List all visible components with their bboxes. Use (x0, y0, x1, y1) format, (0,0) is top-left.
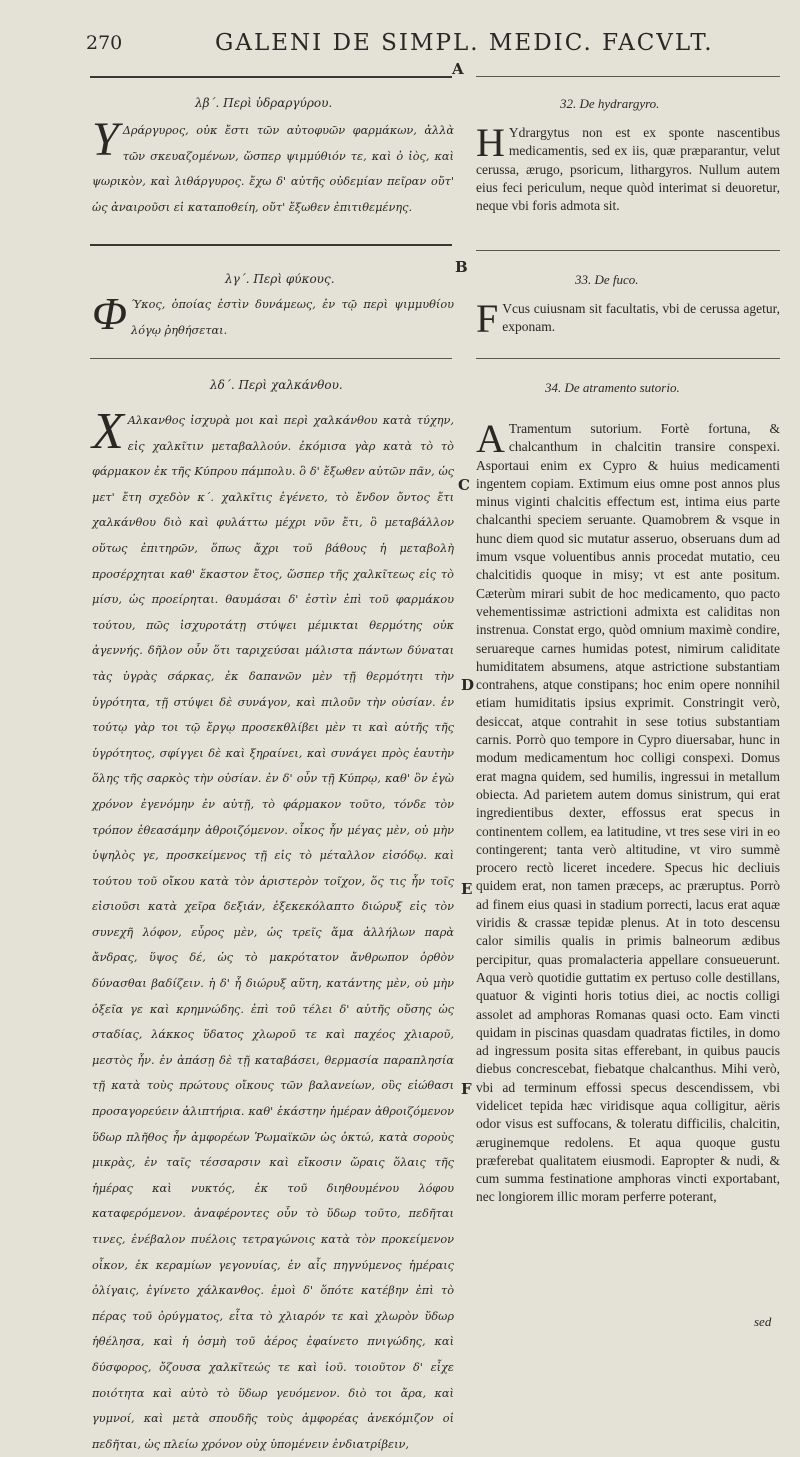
running-title: GALENI DE SIMPL. MEDIC. FACVLT. (215, 30, 714, 56)
latin-heading-34: 34. De atramento sutorio. (545, 380, 680, 395)
margin-letter-f: F (461, 1080, 472, 1098)
margin-letter-c: C (458, 476, 470, 494)
section-rule-left-2 (90, 358, 452, 359)
latin-section-32 (476, 120, 780, 238)
latin-heading-33: 33. De fuco. (575, 272, 639, 287)
greek-section-34 (92, 403, 454, 1451)
greek-heading-33: λγ΄. Περὶ φύκους. (225, 272, 335, 286)
latin-section-33 (476, 296, 780, 344)
section-rule-right (476, 250, 780, 251)
greek-heading-34: λδ΄. Περὶ χαλκάνθου. (210, 378, 343, 392)
greek-section-33 (92, 288, 454, 352)
latin-text-32: Ydrargytus non est ex sponte nascentibus medicamentis, sed ex iis, quæ præparantur, velut cerussa, ærugo, psoricum, lithargyros. Nullum autem eius feci periculum, neque quòd interimat si deuoretur, neque vbi foris admota sit. (476, 125, 780, 214)
greek-text-34: Αλκανθος ἰσχυρὰ μοι καὶ περὶ χαλκάνθου κατὰ τύχην, εἰς χαλκῖτιν μεταβαλλούν. ἐκόμισα γὰρ κατὰ τὸ τὸ φάρμακον ἐκ τῆς Κύπρου πάμπολυ. ὃ δ' ἔξωθεν αὐτῶν πᾶν, ὡς μετ' ἔτη σχεδὸν κ΄. χαλκῖτις ἐγένετο, τὸ ἔνδον ὄντος ἔτι χαλκάνθου διὸ καὶ φυλάττω μέχρι νῦν ἔτι, ὃ μεταβάλλον οὕτως ἐπιτηρῶν, ὅπως ἄχρι τοῦ βάθους ἡ μεταβολὴ προσέρχηται καθ' ἕκαστον ἔτος, ὥσπερ τῆς χαλκῖτεως εἰς τὸ μίσυ, ὡς προείρηται. θαυμάσαι δ' ἐστὶν ἐπὶ τοῦ φαρμάκου τούτου, πῶς ἰσχυροτάτῃ στύψει μέμικται θερμότης οὐκ ἀγεννής. δῆλον οὖν ὅτι ταριχεύσαι μάλιστα πάντων δύναται τὰς ὑγρὰς σάρκας, ἐκ δαπανῶν μὲν τῇ θερμότητι τὴν ὑγρότητα, τῇ στύψει δὲ συνάγον, καὶ πιλοῦν τὴν οὐσίαν. ἐν τούτῳ γὰρ τοι τῷ ἔργῳ προσεκθλίβει μὲν τι καὶ αὐτῆς τῆς ὑγρότητος, σφίγγει δὲ καὶ ξηραίνει, καὶ συνάγει πρὸς ἑαυτὴν ὅλης τῆς σαρκὸς τὴν οὐσίαν. ἐν δ' οὖν τῇ Κύπρῳ, καθ' ὃν ἐγὼ χρόνον ἐγενόμην ἐν αὐτῇ, τὸ φάρμακον τοῦτο, τόνδε τὸν τρόπον ἐθεασάμην ἀθροιζόμενον. οἶκος ἦν μέγας μὲν, οὐ μὴν ὑψηλὸς γε, προσκείμενος τῇ εἰς τὸ μέταλλον εἰσόδῳ. καὶ τούτου τοῦ οἴκου κατὰ τὸν ἀριστερὸν τοῖχον, ὅς τις ἦν τοῖς εἰσιοῦσι κατὰ χεῖρα δεξιάν, ἐξεκεκόλαπτο διώρυξ εἰς τὸν συνεχῆ λόφον, εὖρος μὲν, ὡς τρεῖς ἅμα ἀλλήλων παρὰ ἄνδρας, ὕψος δέ, ὡς τὸ μακρότατον ἄνθρωπον ὀρθὸν δύνασθαι βαδίζειν. ἡ δ' ἦ διώρυξ αὕτη, κατάντης μὲν, οὐ μὴν ὀξεῖα γε καὶ κρημνώδης. ἐπὶ τοῦ τέλει δ' αὐτῆς οὔσης ὡς σταδίας, λάκκος ὕδατος χλωροῦ τε καὶ παχέος χλιαροῦ, μεστὸς ἦν. ἐν ἁπάσῃ δὲ τῇ καταβάσει, θερμασία παραπλησία τῇ κατὰ τοὺς πρώτους οἴκους τῶν βαλανείων, οὓς εἰώθασι προσαγορεύειν ἀλιπτήρια. καθ' ἑκάστην ἡμέραν ἀθροιζόμενον ὕδωρ πλῆθος ἦν ἀμφορέων Ῥωμαϊκῶν ὡς ὀκτώ, κατὰ σοροὺς μικρὰς, ἐν ταῖς τέσσαρσιν καὶ εἴκοσιν ὥραις ὅλαις τῆς ἡμέρας καὶ νυκτός, ἐκ τοῦ διηθουμένου λόφου καταφερόμενον. ἀναφέροντες οὖν τὸ ὕδωρ τοῦτο, πεδῆται τινες, ἐνέβαλον πυέλοις τετραγώνοις κατὰ τὸν προκείμενον οἶκον, ἐκ κεραμίων γεγονυίας, ἐν αἷς πηγνύμενος ἡμέραις ὀλίγαις, ἐγίνετο χάλκανθος. ἐμοὶ δ' ὅπότε κατέβην ἐπὶ τὸ πέρας τοῦ ὀρύγματος, εἶτα τὸ χλιαρόν τε καὶ χλωρὸν ὕδωρ ἠθέλησα, καὶ ἡ ὀσμὴ τοῦ ἀέρος ἐφαίνετο πνιγώδης, καὶ δύσφορος, ὄζουσα χαλκῖτεώς τε καὶ ἰοῦ. τοιοῦτον δ' εἶχε ποιότητα καὶ αὐτὸ τὸ ὕδωρ γευόμενον. διὸ τοι ἄρα, καὶ γυμνοί, καὶ μετὰ σπουδῆς τοὺς ἀμφορέας ἀνεκόμιζον οἱ πεδῆται, ὡς πλείω χρόνον οὐχ ὑπομένειν ἐνδιατρίβειν, (92, 414, 454, 1451)
header-rule-left (90, 76, 452, 78)
greek-text-33: Ύκος, ὁποίας ἐστὶν δυνάμεως, ἐν τῷ περὶ ψιμμυθίου λόγῳ ῥηθήσεται. (131, 298, 454, 337)
latin-text-34: Tramentum sutorium. Fortè fortuna, & chalcanthum in chalcitin transire conspexi. Asportaui enim ex Cypro & huius medicamenti ingentem copiam. Extimum eius omne post annos plus minus viginti chalcitis effectum est, intima eius parte chalcanthi speciem seruante. Quamobrem & vsque in hunc diem quod sic mutatur asseruo, obseruans dum ad imum vsque voluentibus annis procedat mutatio, ceu chalcitidis quoque in misy; vt est ante positum. Cæterùm mirari subit de hoc medicamento, quo pacto vehementissimæ astrictioni admixta est caliditas non instrenua. Constat ergo, quòd omnium maximè condire, seruareque carnes humidas potest, nimirum caliditate humiditatem absumens, atque astrictione substantiam contrahens, atque constipans; hoc enim opere nonnihil etiam humiditatis ipsius exprimit. Constringit verò, desiccat, atque contrahit in sese totius substantiam carnis. Porrò quo tempore in Cypro diuersabar, hunc in modum medicamentum hoc colligi conspexi. Domus erat magna quidem, sed humilis, ingressui in metallum obiecta. Ad parietem autem domus sinistrum, qui erat ingredientibus dexter, effossus erat specus in continentem collem, ea latitudine, vt tres sese viri in eo contingerent; tanta verò altitudine, vt viro summè procero rectò liceret incedere. Specus hic decliuis quidem erat, non tamen præceps, ac præruptus. Porrò ad finem eius quasi in stadium porrecti, lacus erat aquæ viridis & crassæ tepidæ plenus. At in toto descensu calor similis qualis in primis balneorum ædibus percipitur, quas promalacteria appellare consueuerunt. Aqua verò quotidie guttatim ex pertuso colle destillans, quatuor & viginti horis totius diei, ac noctis colligi assolet ad amphoras Romanas quasi octo. Eam vincti quidam in piscinas quasdam quadratas fictiles, in domo ad ingressum posita sitas efferebant, in quibus paucis diebus concrescebat, fiebatque chalcanthus. Mihi verò, vbi ad terminum effossi specus descendissem, vbi videlicet tepida hæc viridisque aqua colligitur, aëris odor visus est suffocans, & toleratu difficilis, chalcitin, æruginemque redolens. Et aqua quoque gustu præferebat qualitatem eiusmodi. Eapropter & nudi, & cum summa festinatione amphoras vincti exportabant, nec longiorem illic moram perferre poterant, (476, 421, 780, 1205)
section-rule-right-2 (476, 358, 780, 359)
header-rule-right (476, 76, 780, 77)
latin-section-34 (476, 416, 780, 1312)
margin-letter-d: D (461, 676, 475, 694)
latin-initial-34: A (476, 416, 505, 461)
greek-heading-32: λβ΄. Περὶ ὑδραργύρου. (195, 96, 333, 110)
section-rule-left (90, 244, 452, 246)
greek-section-32 (92, 113, 454, 240)
margin-letter-b: B (455, 258, 468, 276)
latin-initial-32: H (476, 120, 505, 165)
latin-initial-33: F (476, 296, 499, 341)
margin-letter-a: A (452, 60, 464, 78)
greek-text-32: Δράργυρος, οὐκ ἔστι τῶν αὐτοφυῶν φαρμάκων, ἀλλὰ τῶν σκευαζομένων, ὥσπερ ψιμμύθιόν τε, καὶ ὁ ἰὸς, καὶ ψωρικὸν, καὶ λιθάργυρος. ἔχω δ' αὐτῆς οὐδεμίαν πεῖραν οὔτ' ὡς ἀναιροῦσι εἰ καταποθείη, οὔτ' ἔξωθεν ἐπιτιθεμένης. (92, 124, 454, 214)
latin-text-33: Vcus cuiusnam sit facultatis, vbi de cerussa agetur, exponam. (502, 301, 780, 335)
greek-initial-33: Φ (92, 288, 128, 339)
greek-initial-32: Υ (92, 113, 119, 166)
greek-initial-34: Χ (92, 403, 124, 460)
latin-heading-32: 32. De hydrargyro. (560, 96, 660, 111)
catchword: sed (754, 1314, 772, 1329)
margin-letter-e: E (461, 880, 473, 898)
page-number: 270 (86, 32, 123, 54)
